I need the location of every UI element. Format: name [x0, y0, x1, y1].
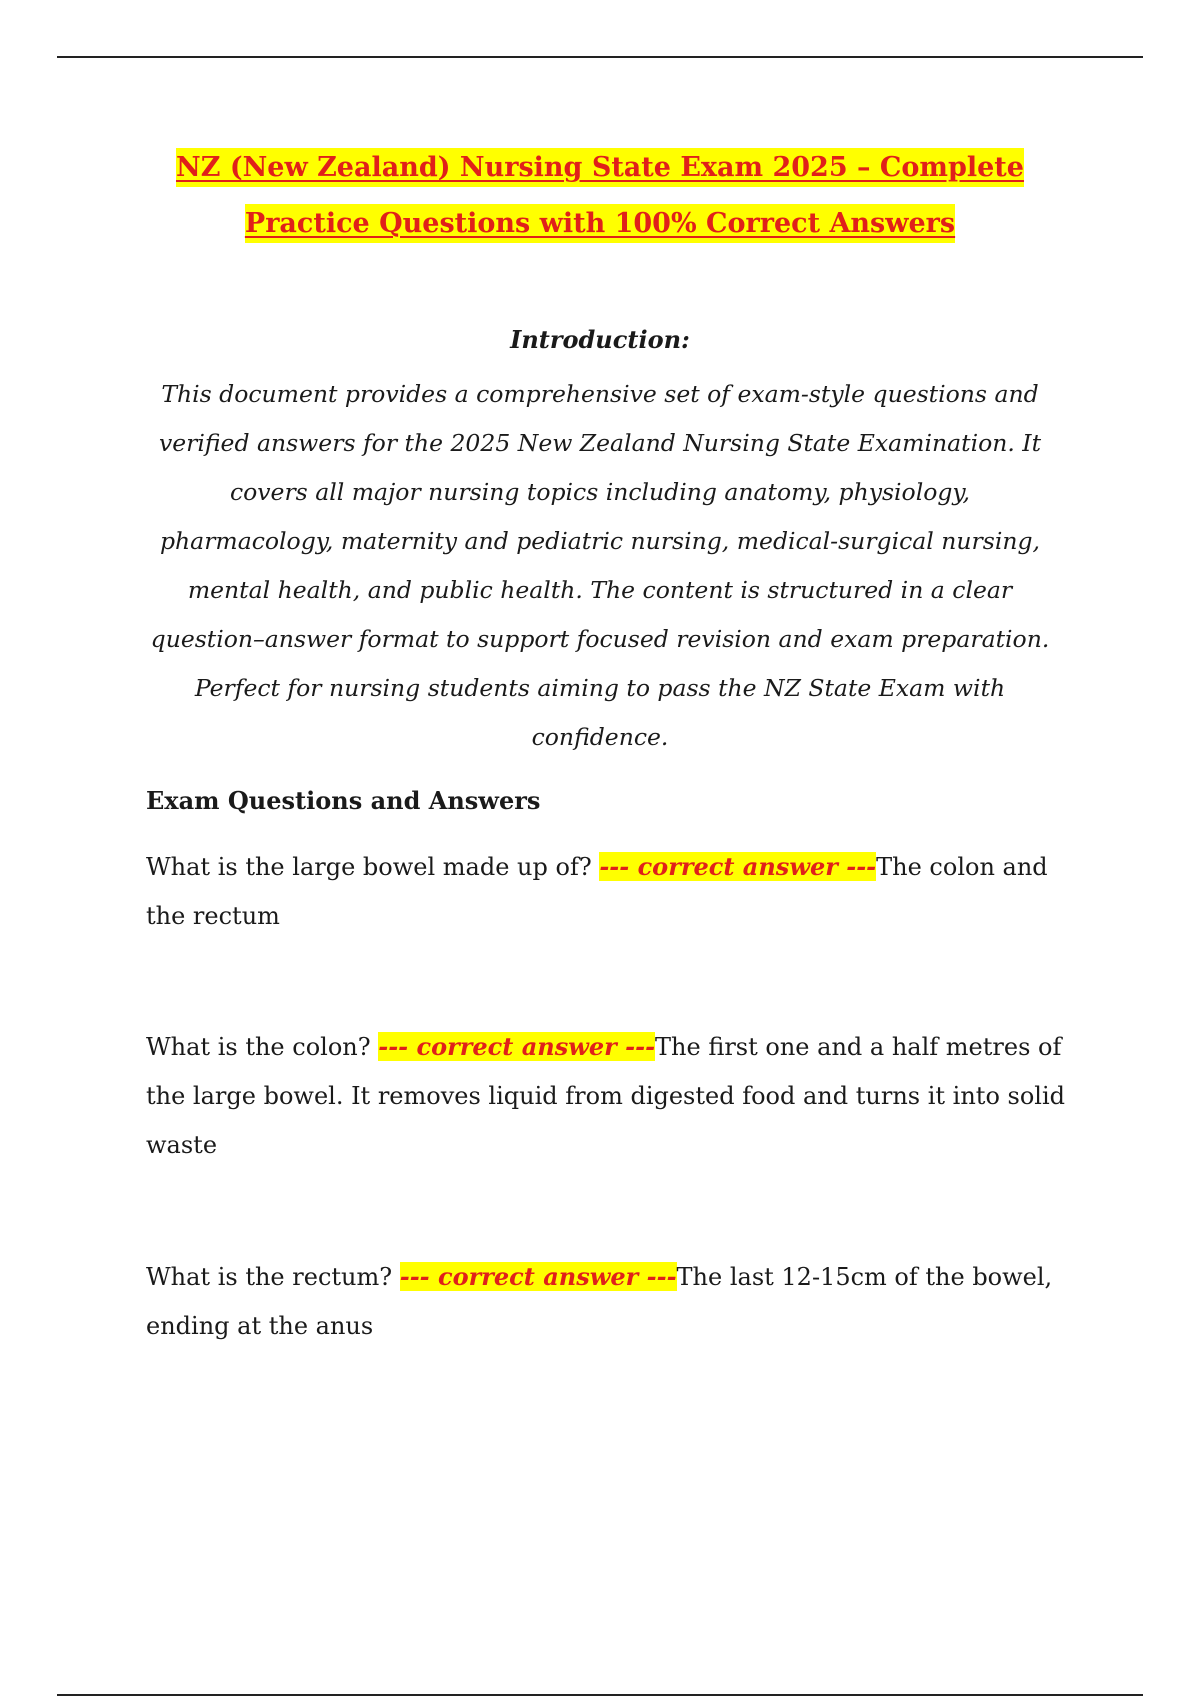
top-rule: [57, 56, 1143, 58]
answer-text: The last 12-15cm of the bowel, ending at the anus: [146, 1263, 1053, 1340]
qa-item: [146, 1022, 1066, 1170]
correct-answer-tag: --- correct answer ---: [399, 1262, 677, 1291]
qa-item: [146, 1252, 1066, 1351]
bottom-rule: [57, 1694, 1143, 1696]
section-heading: Exam Questions and Answers: [146, 786, 541, 815]
question-text: What is the rectum?: [146, 1263, 400, 1291]
question-text: What is the large bowel made up of?: [146, 853, 600, 881]
document-title: [120, 140, 1080, 252]
question-text: What is the colon?: [146, 1033, 379, 1061]
answer-text: The first one and a half metres of the large bowel. It removes liquid from digested food and turns it into solid waste: [146, 1033, 1066, 1159]
correct-answer-tag: --- correct answer ---: [378, 1032, 656, 1061]
title-line-1: NZ (New Zealand) Nursing State Exam 2025 – Complete: [176, 148, 1024, 187]
correct-answer-tag: --- correct answer ---: [599, 852, 877, 881]
qa-item: [146, 842, 1066, 941]
intro-paragraph: This document provides a comprehensive set of exam-style questions and verified answers for the 2025 New Zealand Nursing State Examination. It covers all major nursing topics including anatomy, physiology, pharmacology, maternity and pediatric nursing, medical-surgical nursing, mental health, and public health. The content is structured in a clear question–answer format to support focused revision and exam preparation. Perfect for nursing students aiming to pass the NZ State Exam with confidence.: [150, 380, 1050, 751]
intro-heading: Introduction:: [510, 325, 690, 354]
title-line-2: Practice Questions with 100% Correct Answers: [245, 204, 955, 243]
answer-text: The colon and the rectum: [146, 853, 1048, 930]
